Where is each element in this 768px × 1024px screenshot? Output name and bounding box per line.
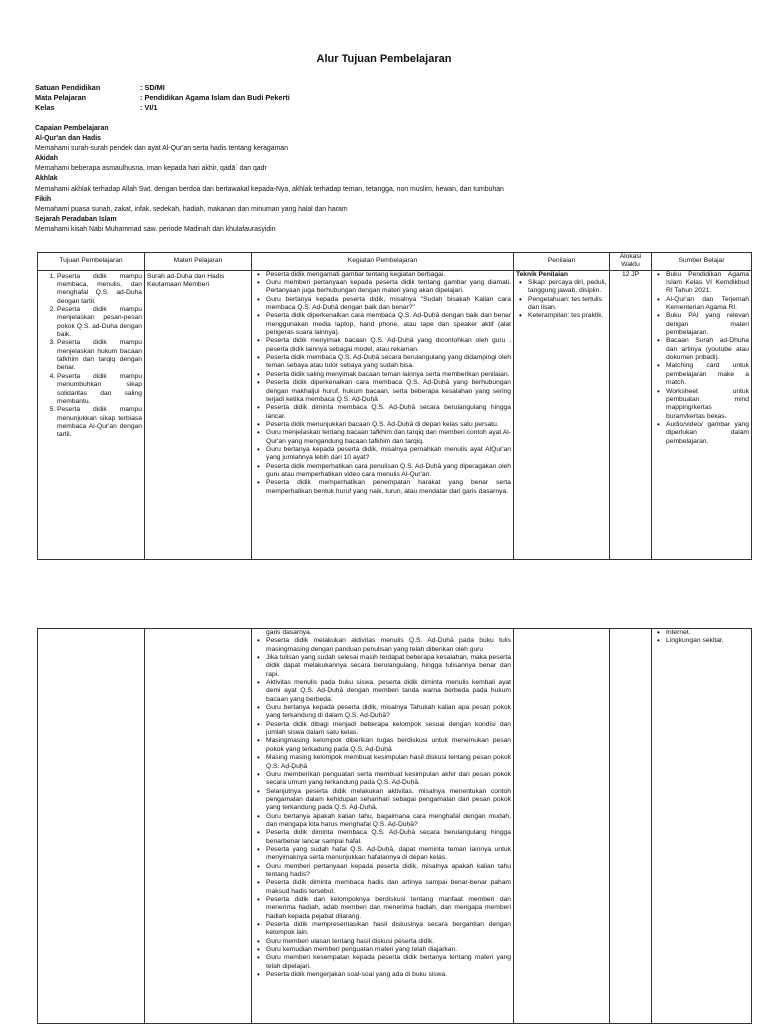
capaian-text: Memahami kisah Nabi Muhammad saw. periode Madinah dan khulafaurasyidin xyxy=(35,225,276,233)
identity-row-kelas xyxy=(35,103,290,113)
header-kegiatan: Kegiatan Pembelajaran xyxy=(252,253,514,271)
identity-key: Satuan Pendidikan xyxy=(35,83,101,92)
identity-key: Mata Pelajaran xyxy=(35,93,87,102)
sumber-cell xyxy=(652,629,752,1024)
penilaian-heading: Teknik Penilaian xyxy=(516,270,568,278)
identity-value: : VI/1 xyxy=(140,103,158,112)
materi-cell xyxy=(145,629,252,1024)
sumber-item: • Lingkungan sekitar. xyxy=(666,637,749,645)
alokasi-cell xyxy=(610,629,652,1024)
header-alokasi: Alokasi Waktu xyxy=(610,253,652,271)
tujuan-cell xyxy=(38,629,145,1024)
kegiatan-item: • Peserta didik diminta membaca Q.S. Aḍ-Ḍuḥā secara berulangulang hingga lancar. xyxy=(266,404,511,421)
table-header-row xyxy=(38,253,752,271)
kegiatan-item: • Peserta didik diminta membaca hadis dan artinya sampai benar-benar paham maksud hadis tersebut. xyxy=(266,879,511,896)
sumber-item: • Worksheet untuk pembuatan mind mapping/kertas buram/kertas bekas. xyxy=(666,388,749,421)
penilaian-item: • Pengetahuan: tes tertulis dan lisan. xyxy=(528,296,607,313)
kegiatan-item: • Guru menjelaskan tentang bacaan tafkhim dan tarqiq dan memberi contoh ayat Al-Qur'an yang mengandung bacaan tafkhim dan tarqiq. xyxy=(266,429,511,446)
kegiatan-item: • Peserta didik diminta membaca Q.S. Aḍ-Ḍuḥā secara berulangulang hingga benarbenar lancar sampai hafal. xyxy=(266,829,511,846)
tujuan-item: 4. Peserta didik mampu menumbuhkan sikap solidaritas dan saling membantu. xyxy=(57,373,142,406)
identity-value: : SD/MI xyxy=(140,83,165,92)
kegiatan-item: • Selanjutnya peserta didik melakukan aktivitas, misalnya menentukan contoh pengamalan dalam kehidupan seharihari sebagai pengamalan dari pesan pokok yang terkandung pada Q.S. Aḍ-Ḍuḥā. xyxy=(266,788,511,813)
kegiatan-item: • Peserta didik mengerjakan soal-soal yang ada di buku siswa. xyxy=(266,971,511,979)
identity-block xyxy=(35,83,290,113)
kegiatan-item: • Guru memberi pertanyaan kepada peserta didik tentang gambar yang diamati. Pertanyaan juga berhubungan dengan materi yang akan dipelajari. xyxy=(266,279,511,296)
header-sumber: Sumber Belajar xyxy=(652,253,752,271)
header-penilaian: Penilaian xyxy=(514,253,610,271)
table-row xyxy=(38,629,752,1024)
table-row xyxy=(38,270,752,559)
kegiatan-item: • Peserta didik mempresentasikan hasil diskusinya secara bergantian dengan kelompok lain. xyxy=(266,921,511,938)
sumber-list xyxy=(654,271,749,446)
kegiatan-item: • Peserta didik memperhatikan cara penulisan Q.S. Aḍ-Ḍuḥā yang diperagakan oleh guru atau memperhatikan video cara menulis Al-Qur'an. xyxy=(266,463,511,480)
kegiatan-item: • Jika tulisan yang sudah selesai masih terdapat beberapa kesalahan, maka peserta didik dapat melakukannya secara berulangulang, hingga tulisannya benar dan rapi. xyxy=(266,654,511,679)
capaian-subheading: Akhlak xyxy=(35,175,58,183)
header-materi: Materi Pelajaran xyxy=(145,253,252,271)
tujuan-item: 2. Peserta didik mampu menjelaskan pesan-pesan pokok Q.S. ad-Duha dengan baik. xyxy=(57,306,142,339)
tujuan-item: 3. Peserta didik mampu menjelaskan hukum bacaan tafkhim dan tarqiq dengan benar. xyxy=(57,339,142,372)
kegiatan-item: • Guru memberi ulasan tentang hasil diskusi peserta didik. xyxy=(266,938,511,946)
kegiatan-clip xyxy=(254,629,511,1023)
capaian-text: Memahami surah-surah pendek dan ayat Al-Qur'an serta hadis tentang keragaman xyxy=(35,145,288,153)
capaian-subheading: Al-Qur'an dan Hadis xyxy=(35,135,101,143)
penilaian-cell xyxy=(514,629,610,1024)
capaian-text: Memahami beberapa asmaulhusna, iman kepada hari akhir, qadā` dan qadr xyxy=(35,165,267,173)
kegiatan-clip xyxy=(254,271,511,559)
kegiatan-item: • Guru bertanya kepada peserta didik, misalnya pernahkah menulis ayat AlQur'an yang jumlahnya lebih dari 10 ayat? xyxy=(266,446,511,463)
kegiatan-item: • Peserta didik membaca Q.S. Aḍ-Ḍuḥā secara berulangulang yang didampingi oleh teman sebaya atau tutor sebaya yang sudah bisa. xyxy=(266,354,511,371)
kegiatan-item: • Guru bertanya kepada peserta didik, misalnya Tahukah kalian apa pesan pokok yang terkandung di dalam Q.S. Aḍ-Ḍuḥā? xyxy=(266,704,511,721)
sumber-item: • Bacaan Surah ad-Dhuha dan artinya (youtube atau dokumen pribadi). xyxy=(666,337,749,362)
kegiatan-cell xyxy=(252,270,514,559)
kegiatan-list xyxy=(254,271,511,496)
kegiatan-item: • Peserta didik melakukan aktivitas menulis Q.S. Aḍ-Ḍuḥā pada buku tulis masingmasing dengan panduan penulisan yang telah diberikan oleh guru xyxy=(266,637,511,654)
kegiatan-item: • Guru kemudian memberi penguatan materi yang telah diajarkan. xyxy=(266,946,511,954)
capaian-text: Memahami akhlak terhadap Allah Swt. dengan berdoa dan bertawakal kepada-Nya, akhlak terhadap teman, tetangga, non muslim, hewan, dan tumbuhan xyxy=(35,185,504,193)
kegiatan-item: • Peserta didik dan kelompoknya berdiskusi tentang manfaat memberi dan menerima hadiah, adab memberi dan menerima hadiah, dan mengapa memberi hadiah kepada pejabat dilarang. xyxy=(266,896,511,921)
materi-text: Surah ad-Duha dan Hadis Keutamaan Memberi xyxy=(147,272,225,289)
materi-cell xyxy=(145,270,252,559)
tujuan-item: 5. Peserta didik mampu menunjukkan sikap terbiasa membaca Al-Qur'an dengan tartil. xyxy=(57,406,142,439)
sumber-list xyxy=(654,629,749,646)
penilaian-cell xyxy=(514,270,610,559)
kegiatan-item: • Peserta didik diperkenalkan cara membaca Q.S. Aḍ-Ḍuḥā dengan baik dan benar menggunakan media laptop, hand phone, atau tape dan speaker aktif (alat pengeras suara lainnya). xyxy=(266,312,511,337)
kegiatan-cell xyxy=(252,629,514,1024)
kegiatan-item: • Peserta didik dibagi menjadi beberapa kelompok sesuai dengan kondisi dan jumlah siswa dalam satu kelas. xyxy=(266,721,511,738)
identity-row-mapel xyxy=(35,93,290,103)
sumber-item: • Buku Pendidikan Agama Islam Kelas VI Kemdikbud RI Tahun 2021. xyxy=(666,271,749,296)
sumber-item: • Audio/video/ gambar yang diperlukan dalam pembelajaran. xyxy=(666,421,749,446)
kegiatan-item: • Guru memberikan penguatan serta membuat kesimpulan akhir dari pesan pokok secara umum yang terkandung pada Q.S. Aḍ-Ḍuḥā. xyxy=(266,771,511,788)
header-tujuan: Tujuan Pembelajaran xyxy=(38,253,145,271)
kegiatan-item: • Guru memberi kesempatan kepada peserta didik bertanya tentang materi yang telah dipelajari. xyxy=(266,954,511,971)
atp-table-page1 xyxy=(37,252,752,560)
sumber-cell xyxy=(652,270,752,559)
atp-table-page2 xyxy=(37,628,752,1024)
alokasi-value: 12 JP xyxy=(621,270,640,278)
sumber-item: • Buku PAI yang relevan dengan materi pembelajaran. xyxy=(666,312,749,337)
kegiatan-item: • Guru bertanya apakah kalian tahu, bagaimana cara menghafal dengan mudah, dan mengapa kita harus menghafal Q.S. Aḍ-Ḍuḥā? xyxy=(266,813,511,830)
capaian-subheading: Fikih xyxy=(35,195,52,203)
kegiatan-item: • Masingmasing kelompok diberikan tugas berdiskusi untuk menemukan pesan pokok yang terkadung pada Q.S. Aḍ-Ḍuḥā xyxy=(266,737,511,754)
kegiatan-item: • Peserta didik memperhatikan penempatan harakat yang benar serta memperhatikan bentuk huruf yang naik, turun, atau mendatar dari garis dasarnya. xyxy=(266,479,511,496)
kegiatan-item: • Peserta didik diperkenalkan cara membaca Q.S. Aḍ-Ḍuḥā yang berhubungan dengan makhaljul huruf, hukum bacaan, serta beberapa kesalahan yang sering terjadi ketika membaca Q.S. Aḍ-Ḍuḥā xyxy=(266,379,511,404)
sumber-item: • Al-Qur'an dan Terjemah Kementerian Agama RI. xyxy=(666,296,749,313)
kegiatan-list xyxy=(254,629,511,979)
capaian-section xyxy=(35,124,735,235)
capaian-subheading: Akidah xyxy=(35,155,58,163)
kegiatan-item: • Aktivitas menulis pada buku siswa, peserta didik diminta menulis kembali ayat demi ayat Q.S. Aḍ-Ḍuḥā dengan memberi tanda warna berbeda pada hukum bacaan yang berbeda. xyxy=(266,679,511,704)
tujuan-item: 1. Peserta didik mampu membaca, menulis, dan menghafal Q.S. ad-Duha dengan tartil. xyxy=(57,273,142,306)
identity-row-satuan xyxy=(35,83,290,93)
kegiatan-item: • Guru bertanya kepada peserta didik, misalnya "Sudah bisakah Kalian cara membaca Q.S. Aḍ-Ḍuḥā dengan baik dan benar?" xyxy=(266,296,511,313)
kegiatan-item: • Peserta didik saling menyimak bacaan teman lainnya serta memberikan penilaian. xyxy=(266,371,511,379)
identity-key: Kelas xyxy=(35,103,55,112)
kegiatan-item: • Guru memberi pertanyaan kepada peserta didik, misalnya apakah kalian tahu tentang hadis? xyxy=(266,863,511,880)
capaian-text: Memahami puasa sunah, zakat, infak, sedekah, hadiah, makanan dan minuman yang halal dan haram xyxy=(35,205,348,213)
document-title: Alur Tujuan Pembelajaran xyxy=(316,53,452,65)
kegiatan-item: garis dasarnya. xyxy=(266,629,312,636)
sumber-item: • Matching card untuk pembelajaran make a match. xyxy=(666,362,749,387)
capaian-heading: Capaian Pembelajaran xyxy=(35,125,109,132)
capaian-subheading: Sejarah Peradaban Islam xyxy=(35,215,117,223)
identity-value: : Pendidikan Agama Islam dan Budi Pekerti xyxy=(140,93,290,102)
tujuan-cell xyxy=(38,270,145,559)
kegiatan-item: • Peserta yang sudah hafal Q.S. Aḍ-Ḍuḥā, dapat meminta teman lainnya untuk menyimaknya serta menunjukkan hafalannya di depan kelas. xyxy=(266,846,511,863)
alokasi-cell xyxy=(610,270,652,559)
kegiatan-item: • Peserta didik menyimak bacaan Q.S. Aḍ-Ḍuḥā yang dicontohkan oleh guru , peserta didik lainnya sebagai model, atau rekaman. xyxy=(266,337,511,354)
penilaian-item: • Sikap: percaya diri, peduli, tanggung jawab, disiplin. xyxy=(528,279,607,296)
sumber-item: • Internet. xyxy=(666,629,749,637)
kegiatan-item: • Peserta didik menunjukkan bacaan Q.S. Aḍ-Ḍuḥā di depan kelas satu persatu. xyxy=(266,421,511,429)
kegiatan-item: • Masing masing kelompok membuat kesimpulan hasil diskusi tentang pesan pokok Q.S. Aḍ-Ḍuḥā xyxy=(266,754,511,771)
penilaian-item: • Keterampilan: tes praktik. xyxy=(528,312,607,320)
kegiatan-item: • Peserta didik mengamati gambar tentang kegiatan berbagai. xyxy=(266,271,511,279)
